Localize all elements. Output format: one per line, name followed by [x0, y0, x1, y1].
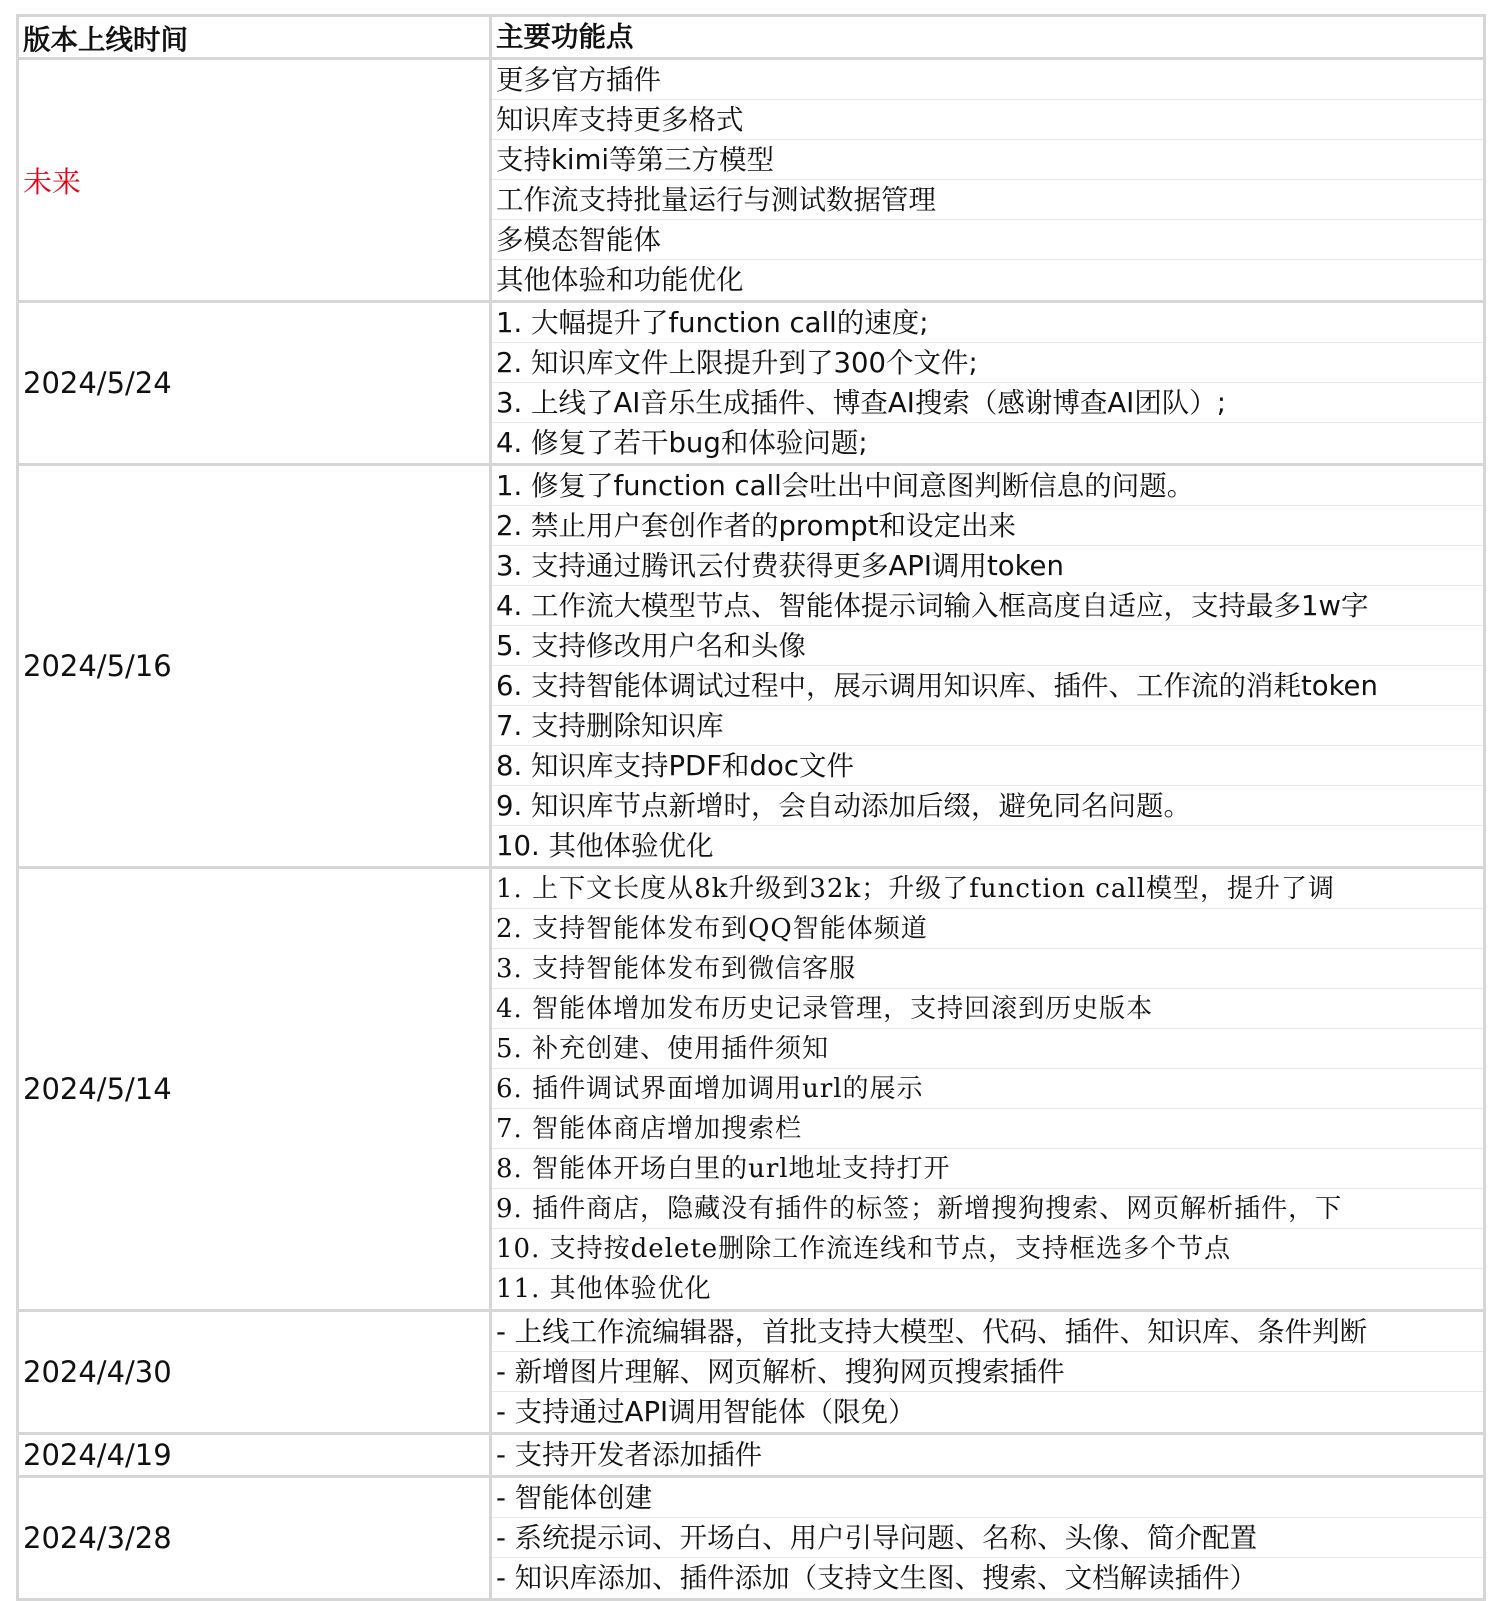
- feature-item: - 新增图片理解、网页解析、搜狗网页搜索插件: [492, 1352, 1483, 1392]
- feature-item: 7. 智能体商店增加搜索栏: [492, 1109, 1483, 1149]
- feature-item: 8. 知识库支持PDF和doc文件: [492, 746, 1483, 786]
- feature-item: 6. 支持智能体调试过程中，展示调用知识库、插件、工作流的消耗token: [492, 666, 1483, 706]
- feature-item: 2. 知识库文件上限提升到了300个文件;: [492, 343, 1483, 383]
- feature-item: 4. 智能体增加发布历史记录管理，支持回滚到历史版本: [492, 989, 1483, 1029]
- feature-item: 7. 支持删除知识库: [492, 706, 1483, 746]
- feature-item: 4. 修复了若干bug和体验问题;: [496, 427, 868, 459]
- feature-item: 多模态智能体: [492, 220, 1483, 260]
- table-row: [19, 466, 1486, 869]
- feature-item: - 支持开发者添加插件: [496, 1439, 763, 1471]
- feature-item: - 知识库添加、插件添加（支持文生图、搜索、文档解读插件）: [496, 1562, 1258, 1594]
- feature-item: 1. 修复了function call会吐出中间意图判断信息的问题。: [492, 466, 1483, 506]
- version-date: 2024/4/19: [19, 1435, 492, 1475]
- changelog-table: [16, 14, 1486, 1601]
- feature-item: 8. 智能体开场白里的url地址支持打开: [492, 1149, 1483, 1189]
- version-date: 2024/5/14: [19, 869, 492, 1309]
- feature-item: 更多官方插件: [492, 60, 1483, 100]
- feature-item: 10. 其他体验优化: [496, 830, 714, 862]
- table-row: [19, 303, 1486, 466]
- feature-item: - 支持通过API调用智能体（限免）: [496, 1396, 916, 1428]
- feature-item: 5. 补充创建、使用插件须知: [492, 1029, 1483, 1069]
- version-date: 未来: [19, 60, 492, 300]
- table-row: [19, 1312, 1486, 1435]
- feature-item: 4. 工作流大模型节点、智能体提示词输入框高度自适应，支持最多1w字: [492, 586, 1483, 626]
- table-row: [19, 60, 1486, 303]
- feature-item: 2. 禁止用户套创作者的prompt和设定出来: [492, 506, 1483, 546]
- feature-item: 其他体验和功能优化: [496, 264, 744, 296]
- table-header: [19, 17, 1486, 60]
- feature-item: 1. 上下文长度从8k升级到32k；升级了function call模型，提升了调: [492, 869, 1483, 909]
- feature-item: 3. 支持通过腾讯云付费获得更多API调用token: [492, 546, 1483, 586]
- feature-item: - 系统提示词、开场白、用户引导问题、名称、头像、简介配置: [492, 1518, 1483, 1558]
- feature-item: 9. 插件商店，隐藏没有插件的标签；新增搜狗搜索、网页解析插件，下: [492, 1189, 1483, 1229]
- version-date: 2024/5/16: [19, 466, 492, 866]
- feature-item: 10. 支持按delete删除工作流连线和节点，支持框选多个节点: [492, 1229, 1483, 1269]
- feature-item: 3. 支持智能体发布到微信客服: [492, 949, 1483, 989]
- table-row: [19, 1478, 1486, 1601]
- version-date: 2024/4/30: [19, 1312, 492, 1432]
- feature-item: 2. 支持智能体发布到QQ智能体频道: [492, 909, 1483, 949]
- feature-item: - 智能体创建: [492, 1478, 1483, 1518]
- feature-item: 3. 上线了AI音乐生成插件、博查AI搜索（感谢博查AI团队）;: [492, 383, 1483, 423]
- feature-item: 工作流支持批量运行与测试数据管理: [492, 180, 1483, 220]
- feature-item: - 上线工作流编辑器，首批支持大模型、代码、插件、知识库、条件判断: [492, 1312, 1483, 1352]
- feature-item: 支持kimi等第三方模型: [492, 140, 1483, 180]
- feature-item: 6. 插件调试界面增加调用url的展示: [492, 1069, 1483, 1109]
- table-row: [19, 869, 1486, 1312]
- feature-item: 9. 知识库节点新增时，会自动添加后缀，避免同名问题。: [492, 786, 1483, 826]
- version-date: 2024/3/28: [19, 1478, 492, 1598]
- header-features-column: 主要功能点: [496, 21, 634, 53]
- feature-item: 11. 其他体验优化: [496, 1274, 712, 1304]
- feature-item: 1. 大幅提升了function call的速度;: [492, 303, 1483, 343]
- header-date-column: 版本上线时间: [19, 17, 492, 57]
- version-date: 2024/5/24: [19, 303, 492, 463]
- feature-item: 5. 支持修改用户名和头像: [492, 626, 1483, 666]
- feature-item: 知识库支持更多格式: [492, 100, 1483, 140]
- table-row: [19, 1435, 1486, 1478]
